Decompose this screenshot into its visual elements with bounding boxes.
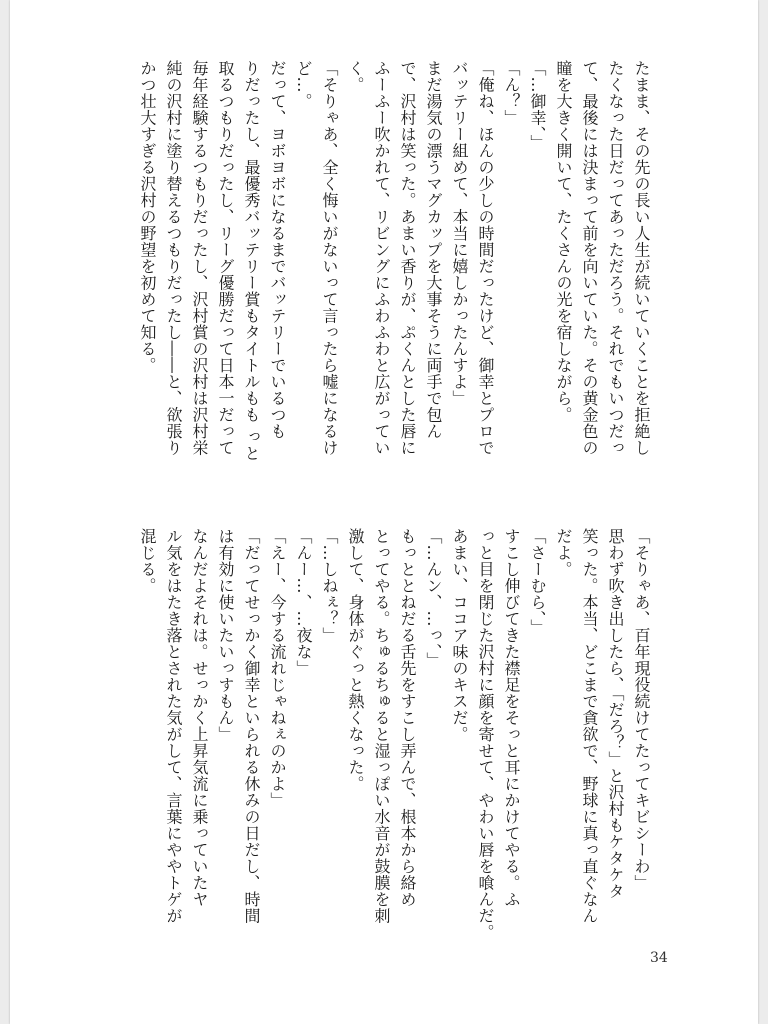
text-line: もっととねだる舌先をすこし弄んで、根本から絡め <box>398 528 417 908</box>
text-line: だよ。 <box>554 528 573 578</box>
book-page <box>10 0 758 1024</box>
text-line: 「さーむら、」 <box>528 528 547 636</box>
page-number: 34 <box>650 950 668 966</box>
text-line: 「んー…、…夜な」 <box>294 528 313 677</box>
text-line: 「だってせっかく御幸といられる休みの日だし、時間 <box>242 528 261 924</box>
text-line: りだったし、最優秀バッテリー賞もタイトルもも っと <box>242 60 261 462</box>
text-line: 瞳を大きく開いて、たくさんの光を宿しながら。 <box>554 60 573 423</box>
text-line: かつ壮大すぎる沢村の野望を初めて知る。 <box>138 60 157 374</box>
text-line: 純の沢村に塗り替えるつもりだったし――と、欲張り <box>164 60 183 456</box>
text-line: バッテリー組めて、本当に嬉しかったんすよ」 <box>450 60 469 407</box>
text-line: 笑った。本当、どこまで貪欲で、野球に真っ直ぐなん <box>580 528 599 924</box>
text-line: なんだよそれは。せっかく上昇気流に乗っていたヤ <box>190 528 209 908</box>
text-line: で、沢村は笑った。あまい香りが、ぷくんとした唇に <box>398 60 417 456</box>
text-line: 「ん？」 <box>502 60 521 126</box>
text-line: 毎年経験するつもりだったし、沢村賞の沢村は沢村栄 <box>190 60 209 456</box>
text-line: 思わず吹き出したら、「だろ？」と沢村もケタケタ <box>606 528 625 900</box>
text-line: まだ湯気の漂うマグカップを大事そうに両手で包ん <box>424 60 443 440</box>
text-line: 「…しねぇ？」 <box>320 528 339 644</box>
text-line: は有効に使いたいっすもん」 <box>216 528 235 743</box>
text-line: 「えー、今する流れじゃねぇのかよ」 <box>268 528 287 809</box>
text-line: とってやる。ちゅるちゅると湿っぽい水音が鼓膜を刺 <box>372 528 391 924</box>
text-line: 混じる。 <box>138 528 157 594</box>
text-line: 激して、身体がぐっと熱くなった。 <box>346 528 365 792</box>
text-line: たくなった日だってあっただろう。それでもいつだっ <box>606 60 625 456</box>
text-line: っと目を閉じた沢村に顔を寄せて、やわい唇を喰んだ。 <box>476 528 495 941</box>
text-line: たまま、その先の長い人生が続いていくことを拒絶し <box>632 60 651 456</box>
text-line: 「…んン、…っ、」 <box>424 528 443 669</box>
text-block-bottom <box>134 528 654 948</box>
text-line: あまい、ココア味のキスだ。 <box>450 528 469 743</box>
text-line: だって、ヨボヨボになるまでバッテリーでいるつも <box>268 60 287 440</box>
text-block-top <box>134 60 654 480</box>
text-line: 「…御幸、」 <box>528 60 547 151</box>
text-line: ル気をはたき落とされた気がして、言葉にややトゲが <box>164 528 183 924</box>
text-line: すこし伸びてきた襟足をそっと耳にかけてやる。ふ <box>502 528 521 908</box>
text-line: 「そりゃあ、百年現役続けてたってキビシーわ」 <box>632 528 651 891</box>
text-line: ど…。 <box>294 60 313 110</box>
text-line: 「俺ね、ほんの少しの時間だったけど、御幸とプロで <box>476 60 495 456</box>
text-line: て、最後には決まって前を向いていた。その黄金色の <box>580 60 599 456</box>
text-line: 取るつもりだったし、リーグ優勝だって日本一だって <box>216 60 235 456</box>
text-line: 「そりゃあ、全く悔いがないって言ったら嘘になるけ <box>320 60 339 456</box>
text-line: く。 <box>346 60 365 93</box>
text-line: ふーふー吹かれて、リビングにふわふわと広がってい <box>372 60 391 456</box>
